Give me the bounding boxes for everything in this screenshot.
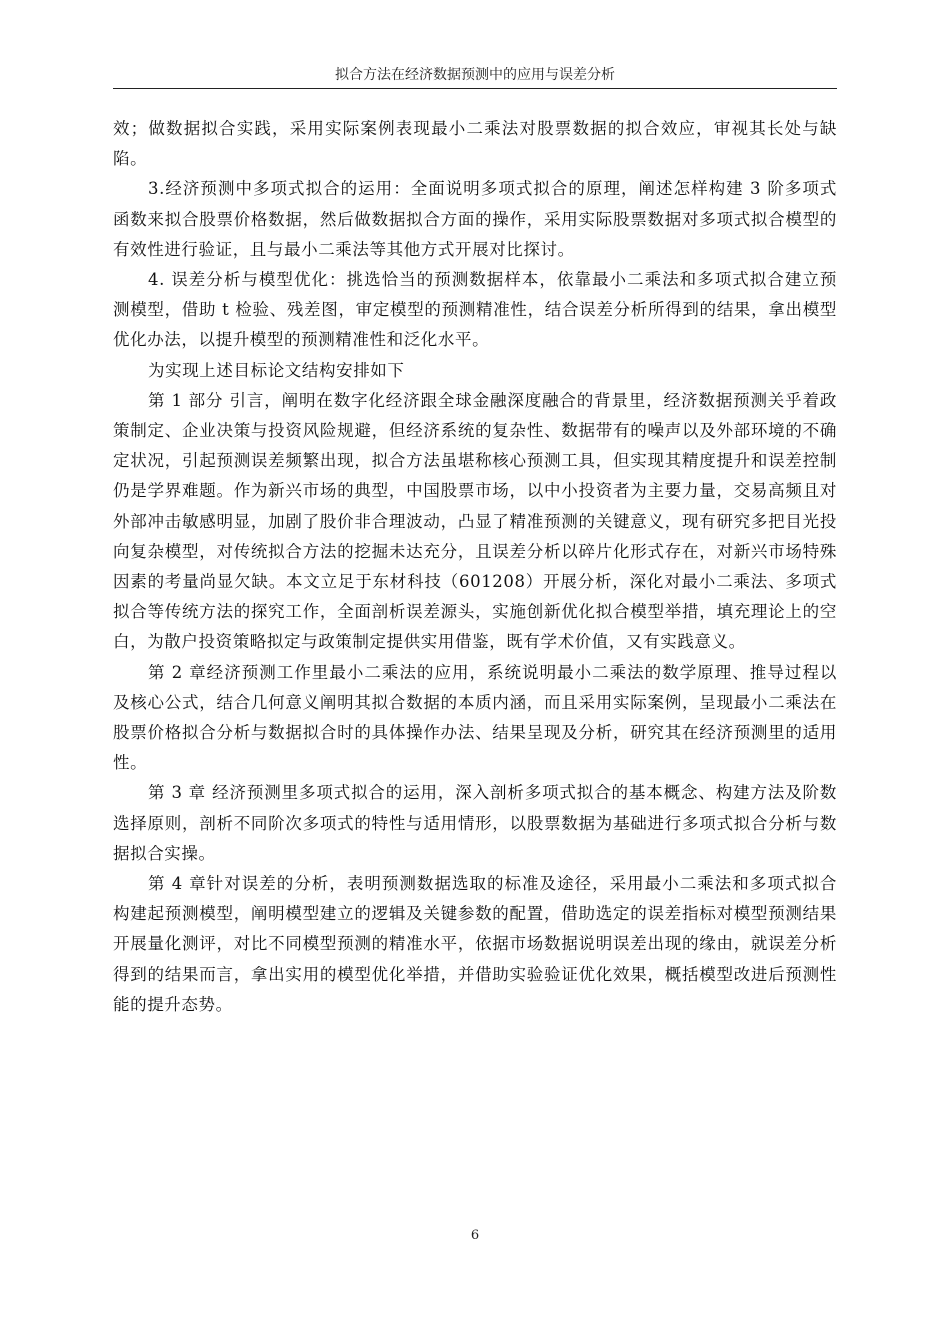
body-text <box>113 114 837 1020</box>
paragraph-structure-intro: 为实现上述目标论文结构安排如下 <box>148 360 405 380</box>
header-title: 拟合方法在经济数据预测中的应用与误差分析 <box>335 67 615 83</box>
paragraph-part-1: 第 1 部分 引言，阐明在数字化经济跟全球金融深度融合的背景里，经济数据预测关乎着政策制定、企业决策与投资风险规避，但经济系统的复杂性、数据带有的噪声以及外部环境的不确定状况，引起预测误差频繁出现，拟合方法虽堪称核心预测工具，但实现其精度提升和误差控制仍是学界难题。作为新兴市场的典型，中国股票市场，以中小投资者为主要力量，交易高频且对外部冲击敏感明显，加剧了股价非合理波动，凸显了精准预测的关键意义，现有研究多把目光投向复杂模型，对传统拟合方法的挖掘未达充分，且误差分析以碎片化形式存在，对新兴市场特殊因素的考量尚显欠缺。本文立足于东材科技（601208）开展分析，深化对最小二乘法、多项式拟合等传统方法的探究工作，全面剖析误差源头，实施创新优化拟合模型举措，填充理论上的空白，为散户投资策略拟定与政策制定提供实用借鉴，既有学术价值，又有实践意义。 <box>113 390 837 652</box>
paragraph-chapter-2: 第 2 章经济预测工作里最小二乘法的应用，系统说明最小二乘法的数学原理、推导过程以及核心公式，结合几何意义阐明其拟合数据的本质内涵，而且采用实际案例，呈现最小二乘法在股票价格拟合分析与数据拟合时的具体操作办法、结果呈现及分析，研究其在经济预测里的适用性。 <box>113 662 837 773</box>
page-number: 6 <box>470 1228 480 1243</box>
paragraph-objective-3: 3.经济预测中多项式拟合的运用：全面说明多项式拟合的原理，阐述怎样构建 3 阶多项式函数来拟合股票价格数据，然后做数据拟合方面的操作，采用实际股票数据对多项式拟合模型的有效性进行验证，且与最小二乘法等其他方式开展对比探讨。 <box>113 179 837 259</box>
paragraph-continuation: 效；做数据拟合实践，采用实际案例表现最小二乘法对股票数据的拟合效应，审视其长处与缺陷。 <box>113 119 837 169</box>
paragraph-objective-4: 4. 误差分析与模型优化：挑选恰当的预测数据样本，依靠最小二乘法和多项式拟合建立预测模型，借助 t 检验、残差图，审定模型的预测精准性，结合误差分析所得到的结果，拿出模型优化办法，以提升模型的预测精准性和泛化水平。 <box>113 270 837 350</box>
page-header <box>113 62 837 89</box>
paragraph-chapter-4: 第 4 章针对误差的分析，表明预测数据选取的标准及途径，采用最小二乘法和多项式拟合构建起预测模型，阐明模型建立的逻辑及关键参数的配置，借助选定的误差指标对模型预测结果开展量化测评，对比不同模型预测的精准水平，依据市场数据说明误差出现的缘由，就误差分析得到的结果而言，拿出实用的模型优化举措，并借助实验验证优化效果，概括模型改进后预测性能的提升态势。 <box>113 874 837 1014</box>
paragraph-chapter-3: 第 3 章 经济预测里多项式拟合的运用，深入剖析多项式拟合的基本概念、构建方法及阶数选择原则，剖析不同阶次多项式的特性与适用情形，以股票数据为基础进行多项式拟合分析与数据拟合实操。 <box>113 783 837 863</box>
